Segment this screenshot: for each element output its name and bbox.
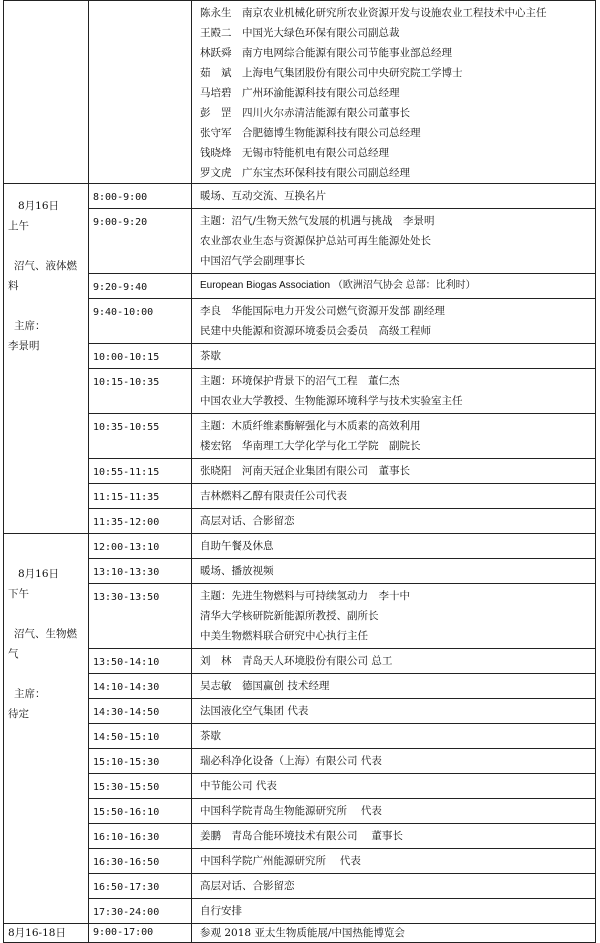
agenda-line: 主题：先进生物燃料与可持续氢动力 李十中 bbox=[200, 590, 410, 602]
agenda-line: 暖场、互动交流、互换名片 bbox=[200, 190, 326, 202]
agenda-row bbox=[4, 824, 596, 849]
speaker-list bbox=[192, 1, 596, 184]
time-cell: 14:30-14:50 bbox=[89, 699, 192, 724]
speaker-entry: 茹 斌 上海电气集团股份有限公司中央研究院工学博士 bbox=[200, 67, 463, 79]
speaker-entry: 彭 罡 四川火尔赤清洁能源有限公司董事长 bbox=[200, 107, 410, 119]
agenda-content bbox=[192, 209, 596, 274]
speaker-entry: 钱晓烽 无锡市特能机电有限公司总经理 bbox=[200, 147, 389, 159]
agenda-line: 刘 林 青岛天人环境股份有限公司 总工 bbox=[200, 655, 393, 667]
agenda-row bbox=[4, 184, 596, 209]
agenda-row bbox=[4, 509, 596, 534]
agenda-row bbox=[4, 649, 596, 674]
agenda-line: 楼宏铭 华南理工大学化学与化工学院 副院长 bbox=[200, 440, 421, 452]
agenda-content bbox=[192, 724, 596, 749]
agenda-content bbox=[192, 274, 596, 299]
agenda-row bbox=[4, 849, 596, 874]
time-cell: 14:10-14:30 bbox=[89, 674, 192, 699]
agenda-row bbox=[4, 799, 596, 824]
time-cell: 10:00-10:15 bbox=[89, 344, 192, 369]
agenda-content bbox=[192, 344, 596, 369]
agenda-content bbox=[192, 924, 596, 943]
speaker-entry: 陈永生 南京农业机械化研究所农业资源开发与设施农业工程技术中心主任 bbox=[200, 7, 547, 19]
agenda-row bbox=[4, 484, 596, 509]
agenda-row bbox=[4, 774, 596, 799]
agenda-line: 主题：环境保护背景下的沼气工程 董仁杰 bbox=[200, 375, 400, 387]
time-cell: 14:50-15:10 bbox=[89, 724, 192, 749]
agenda-row bbox=[4, 874, 596, 899]
agenda-line: 暖场、播放视频 bbox=[200, 565, 274, 577]
agenda-line: 茶歇 bbox=[200, 730, 221, 742]
agenda-line: 主题：木质纤维素酶解强化与木质素的高效利用 bbox=[200, 420, 421, 432]
agenda-content bbox=[192, 649, 596, 674]
agenda-line: 中节能公司 代表 bbox=[200, 780, 277, 792]
time-cell: 16:10-16:30 bbox=[89, 824, 192, 849]
speaker-entry: 罗文虎 广东宝杰环保科技有限公司副总经理 bbox=[200, 167, 410, 179]
agenda-row bbox=[4, 899, 596, 924]
time-cell: 10:55-11:15 bbox=[89, 459, 192, 484]
agenda-line: 中国科学院青岛生物能源研究所 代表 bbox=[200, 805, 382, 817]
agenda-row bbox=[4, 584, 596, 649]
agenda-line: 自助午餐及休息 bbox=[200, 540, 274, 552]
time-cell: 15:10-15:30 bbox=[89, 749, 192, 774]
session-date: 8月16日 bbox=[18, 568, 60, 580]
agenda-row bbox=[4, 209, 596, 274]
agenda-content bbox=[192, 874, 596, 899]
agenda-line: 中美生物燃料联合研究中心执行主任 bbox=[200, 630, 368, 642]
agenda-content bbox=[192, 459, 596, 484]
agenda-content bbox=[192, 184, 596, 209]
session-topic: 沼气、生物燃 bbox=[14, 628, 77, 640]
session-cell bbox=[4, 534, 89, 924]
time-cell: 15:50-16:10 bbox=[89, 799, 192, 824]
agenda-row bbox=[4, 274, 596, 299]
chair-name: 待定 bbox=[8, 708, 29, 720]
time-cell: 10:15-10:35 bbox=[89, 369, 192, 414]
agenda-content bbox=[192, 484, 596, 509]
empty-cell bbox=[4, 1, 89, 184]
chair-label: 主席： bbox=[14, 320, 46, 332]
agenda-row bbox=[4, 299, 596, 344]
agenda-row bbox=[4, 369, 596, 414]
session-date: 8月16日 bbox=[18, 200, 60, 212]
time-cell: 17:30-24:00 bbox=[89, 899, 192, 924]
agenda-line: 自行安排 bbox=[200, 905, 242, 917]
agenda-line: 中国科学院广州能源研究所 代表 bbox=[200, 855, 361, 867]
spacer bbox=[8, 664, 88, 684]
time-cell: 16:30-16:50 bbox=[89, 849, 192, 874]
agenda-row bbox=[4, 414, 596, 459]
time-cell: 11:15-11:35 bbox=[89, 484, 192, 509]
speaker-entry: 林跃舜 南方电网综合能源有限公司节能事业部总经理 bbox=[200, 47, 452, 59]
agenda-content bbox=[192, 749, 596, 774]
session-topic: 料 bbox=[8, 280, 19, 292]
schedule-table bbox=[3, 0, 596, 943]
agenda-line: 李良 华能国际电力开发公司燃气资源开发部 副经理 bbox=[200, 305, 445, 317]
agenda-content bbox=[192, 299, 596, 344]
speaker-entry: 王殿二 中国光大绿色环保有限公司副总裁 bbox=[200, 27, 400, 39]
time-cell: 8:00-9:00 bbox=[89, 184, 192, 209]
agenda-row bbox=[4, 924, 596, 943]
chair-label: 主席： bbox=[14, 688, 46, 700]
agenda-row bbox=[4, 674, 596, 699]
time-cell: 16:50-17:30 bbox=[89, 874, 192, 899]
agenda-content bbox=[192, 824, 596, 849]
session-cell bbox=[4, 184, 89, 534]
spacer bbox=[8, 604, 88, 624]
session-topic: 气 bbox=[8, 648, 19, 660]
agenda-row bbox=[4, 559, 596, 584]
agenda-line: 清华大学核研院新能源所教授、副所长 bbox=[200, 610, 379, 622]
time-cell: 12:00-13:10 bbox=[89, 534, 192, 559]
agenda-content bbox=[192, 414, 596, 459]
agenda-line: 茶歇 bbox=[200, 350, 221, 362]
agenda-row bbox=[4, 699, 596, 724]
agenda-content bbox=[192, 799, 596, 824]
chair-name: 李景明 bbox=[8, 340, 40, 352]
agenda-line: 中国沼气学会副理事长 bbox=[200, 255, 305, 267]
agenda-line: 法国液化空气集团 代表 bbox=[200, 705, 309, 717]
agenda-content bbox=[192, 584, 596, 649]
time-cell: 10:35-10:55 bbox=[89, 414, 192, 459]
final-date: 8月16-18日 bbox=[4, 924, 89, 943]
agenda-line: 高层对话、合影留恋 bbox=[200, 880, 295, 892]
agenda-row bbox=[4, 344, 596, 369]
time-cell: 9:00-17:00 bbox=[89, 924, 192, 943]
spacer bbox=[8, 296, 88, 316]
time-cell: 13:30-13:50 bbox=[89, 584, 192, 649]
speaker-entry: 张守军 合肥德博生物能源科技有限公司总经理 bbox=[200, 127, 421, 139]
time-cell: 13:10-13:30 bbox=[89, 559, 192, 584]
time-cell: 13:50-14:10 bbox=[89, 649, 192, 674]
agenda-row bbox=[4, 534, 596, 559]
agenda-line: 张晓阳 河南天冠企业集团有限公司 董事长 bbox=[200, 465, 410, 477]
agenda-line: 瑞必科净化设备（上海）有限公司 代表 bbox=[200, 755, 382, 767]
agenda-content bbox=[192, 534, 596, 559]
agenda-content bbox=[192, 699, 596, 724]
agenda-row bbox=[4, 749, 596, 774]
agenda-line: 高层对话、合影留恋 bbox=[200, 515, 295, 527]
spacer bbox=[8, 236, 88, 256]
speaker-entry: 马培碧 广州环渝能源科技有限公司总经理 bbox=[200, 87, 400, 99]
agenda-content bbox=[192, 559, 596, 584]
agenda-line: 主题：沼气/生物天然气发展的机遇与挑战 李景明 bbox=[200, 215, 435, 227]
agenda-line: 民建中央能源和资源环境委员会委员 高级工程师 bbox=[200, 325, 431, 337]
agenda-content bbox=[192, 774, 596, 799]
time-cell: 15:30-15:50 bbox=[89, 774, 192, 799]
session-period: 下午 bbox=[8, 588, 29, 600]
time-cell: 9:40-10:00 bbox=[89, 299, 192, 344]
agenda-line: European Biogas Association （欧洲沼气协会 总部：比利时） bbox=[200, 280, 476, 291]
agenda-content bbox=[192, 509, 596, 534]
agenda-row bbox=[4, 459, 596, 484]
agenda-line: 参观 2018 亚太生物质能展/中国热能博览会 bbox=[200, 927, 405, 939]
time-cell: 9:20-9:40 bbox=[89, 274, 192, 299]
speaker-list-row bbox=[4, 1, 596, 184]
session-topic: 沼气、液体燃 bbox=[14, 260, 77, 272]
agenda-line: 吉林燃料乙醇有限责任公司代表 bbox=[200, 490, 347, 502]
session-period: 上午 bbox=[8, 220, 29, 232]
time-cell: 9:00-9:20 bbox=[89, 209, 192, 274]
agenda-content bbox=[192, 369, 596, 414]
agenda-line: 吴志敏 德国赢创 技术经理 bbox=[200, 680, 330, 692]
agenda-line: 中国农业大学教授、生物能源环境科学与技术实验室主任 bbox=[200, 395, 463, 407]
agenda-content bbox=[192, 899, 596, 924]
agenda-line: 农业部农业生态与资源保护总站可再生能源处处长 bbox=[200, 235, 431, 247]
agenda-content bbox=[192, 674, 596, 699]
agenda-row bbox=[4, 724, 596, 749]
empty-cell bbox=[89, 1, 192, 184]
time-cell: 11:35-12:00 bbox=[89, 509, 192, 534]
agenda-content bbox=[192, 849, 596, 874]
agenda-line: 姜鹏 青岛合能环境技术有限公司 董事长 bbox=[200, 830, 403, 842]
